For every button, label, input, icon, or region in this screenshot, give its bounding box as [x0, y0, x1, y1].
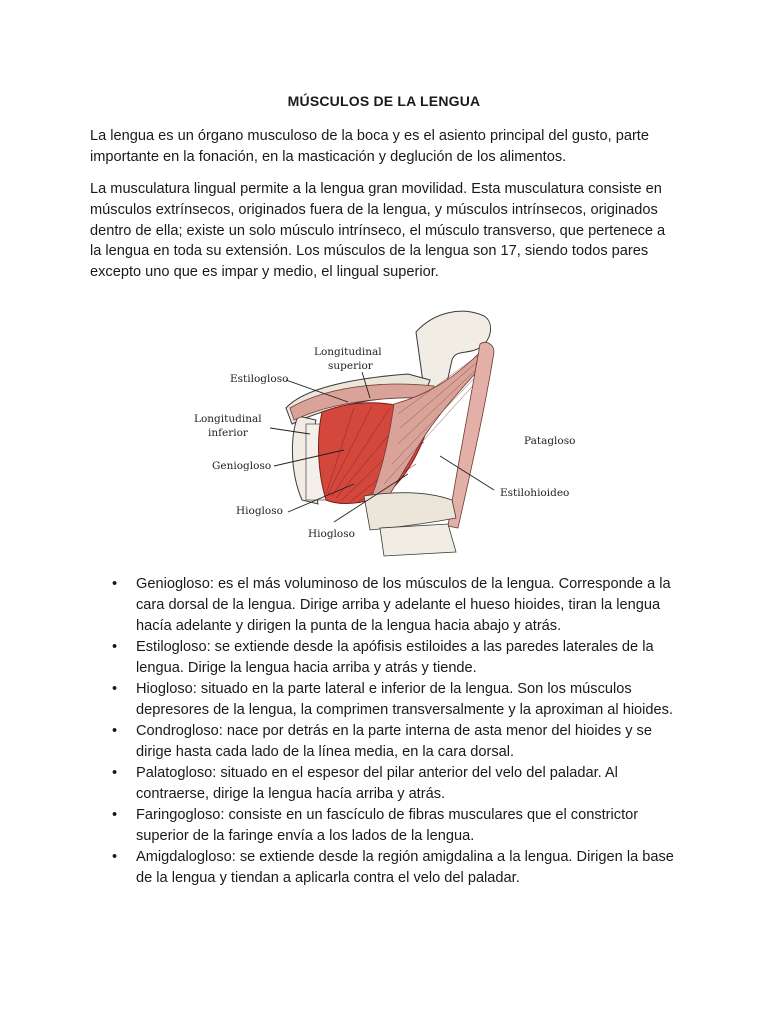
- list-item: [112, 721, 682, 763]
- label-longitudinal-superior-1: Longitudinal: [314, 346, 382, 358]
- thyroid-cartilage: [380, 524, 456, 556]
- list-item-text: Faringogloso: consiste en un fascículo de fibras musculares que el constrictor superior de la faringe envía a los lados de la lengua.: [136, 807, 639, 845]
- list-item: [112, 763, 682, 805]
- label-patagloso: Patagloso: [524, 435, 576, 447]
- bullet: •: [112, 723, 118, 740]
- list-item: [112, 574, 682, 636]
- list-item-text: Amigdalogloso: se extiende desde la región amigdalina a la lengua. Dirigen la base de la lengua y tiendan a aplicarla contra el velo del paladar.: [136, 849, 674, 887]
- list-item-text: Hiogloso: situado en la parte lateral e inferior de la lengua. Son los músculos depresores de la lengua, la comprimen transversalmente y la aproximan al hioides.: [136, 680, 674, 718]
- label-hiogloso-bottom: Hiogloso: [308, 528, 355, 540]
- bullet: •: [112, 576, 118, 592]
- bullet: •: [112, 807, 118, 824]
- label-geniogloso: Geniogloso: [212, 460, 272, 472]
- label-hiogloso-left: Hiogloso: [236, 505, 283, 517]
- label-longitudinal-inferior-1: Longitudinal: [194, 413, 262, 425]
- tongue-muscles-illustration: [194, 304, 584, 560]
- bullet: •: [112, 680, 118, 697]
- musculature-paragraph: La musculatura lingual permite a la lengua gran movilidad. Esta musculatura consiste en músculos extrínsecos, originados fuera de la lengua, y músculos intrínsecos, originados dentro de ella; existe un solo músculo intrínseco, el músculo transverso, que pertenece a la lengua en toda su extensión. Los músculos de la lengua son 17, siendo todos pares excepto uno que es impar y medio, el lingual superior.: [90, 181, 666, 281]
- list-item: [112, 637, 682, 679]
- intro-paragraph: La lengua es un órgano musculoso de la boca y es el asiento principal del gusto, parte importante en la fonación, en la masticación y deglución de los alimentos.: [90, 128, 649, 165]
- list-item: [112, 805, 682, 847]
- list-item-text: Geniogloso: es el más voluminoso de los músculos de la lengua. Corresponde a la cara dorsal de la lengua. Dirige arriba y adelante el hueso hioides, tiran la lengua hacía adelante y dirigen la punta de la lengua hacia abajo y atrás.: [136, 576, 671, 634]
- list-item: [112, 847, 682, 889]
- label-estilohioideo: Estilohioideo: [500, 487, 570, 499]
- muscle-list: [112, 574, 682, 889]
- bullet: •: [112, 765, 118, 782]
- list-item-text: Palatogloso: situado en el espesor del pilar anterior del velo del paladar. Al contraerse, dirige la lengua hacía arriba y atrás.: [136, 765, 618, 802]
- label-estilogloso: Estilogloso: [230, 373, 289, 385]
- list-item: [112, 679, 682, 721]
- anatomy-drawing: [194, 304, 584, 560]
- bullet: •: [112, 849, 118, 866]
- list-item-text: Estilogloso: se extiende desde la apófisis estiloides a las paredes laterales de la lengua. Dirige la lengua hacia arriba y atrás y tiende.: [136, 638, 654, 676]
- bullet: •: [112, 638, 118, 655]
- list-item-text: Condrogloso: nace por detrás en la parte interna de asta menor del hioides y se dirige hasta cada lado de la línea media, en la cara dorsal.: [136, 723, 652, 760]
- label-longitudinal-inferior-2: inferior: [208, 427, 248, 439]
- page-title: MÚSCULOS DE LA LENGUA: [287, 93, 481, 109]
- label-longitudinal-superior-2: superior: [328, 360, 373, 372]
